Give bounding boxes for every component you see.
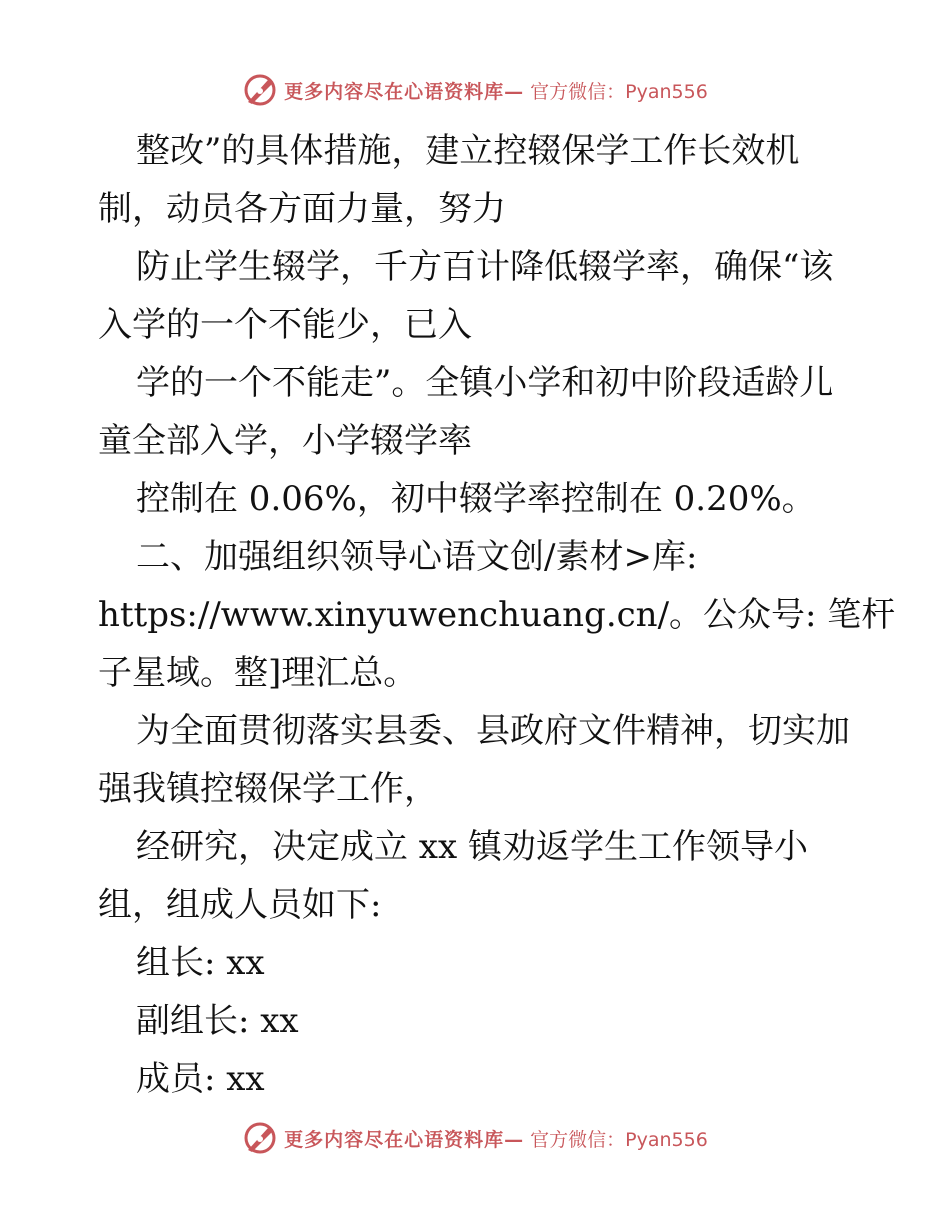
pen-logo-icon <box>242 1120 278 1156</box>
text-line: https://www.xinyuwenchuang.cn/。公众号: 笔杆 <box>98 595 896 635</box>
member-line-members: 成员: xx <box>136 1059 265 1099</box>
text-line: 为全面贯彻落实县委、县政府文件精神，切实加 <box>136 711 850 751</box>
header-banner-right-text: 官方微信：Pyan556 <box>530 80 708 103</box>
text-line: 制，动员各方面力量，努力 <box>98 189 506 229</box>
footer-banner-right-text: 官方微信：Pyan556 <box>530 1128 708 1151</box>
text-line: 童全部入学，小学辍学率 <box>98 421 472 461</box>
document-body <box>98 122 896 1108</box>
text-line: 整改”的具体措施，建立控辍保学工作长效机 <box>136 131 800 171</box>
member-line-leader: 组长: xx <box>136 943 265 983</box>
section-heading: 二、加强组织领导心语文创/素材>库: <box>136 537 698 577</box>
footer-watermark-banner <box>0 1118 950 1158</box>
text-line: 控制在 0.06%，初中辍学率控制在 0.20%。 <box>136 479 816 519</box>
footer-banner-left-text: 更多内容尽在心语资料库— <box>284 1128 525 1151</box>
text-line: 强我镇控辍保学工作， <box>98 769 438 809</box>
text-line: 学的一个不能走”。全镇小学和初中阶段适龄儿 <box>136 363 834 403</box>
text-line: 经研究，决定成立 xx 镇劝返学生工作领导小 <box>136 827 808 867</box>
header-watermark-banner <box>0 70 950 110</box>
header-banner-left-text: 更多内容尽在心语资料库— <box>284 80 525 103</box>
member-line-deputy: 副组长: xx <box>136 1001 299 1041</box>
pen-logo-icon <box>242 72 278 108</box>
text-line: 组，组成人员如下: <box>98 885 382 925</box>
text-line: 入学的一个不能少，已入 <box>98 305 472 345</box>
text-line: 防止学生辍学，千方百计降低辍学率，确保“该 <box>136 247 834 287</box>
text-line: 子星域。整]理汇总。 <box>98 653 418 693</box>
